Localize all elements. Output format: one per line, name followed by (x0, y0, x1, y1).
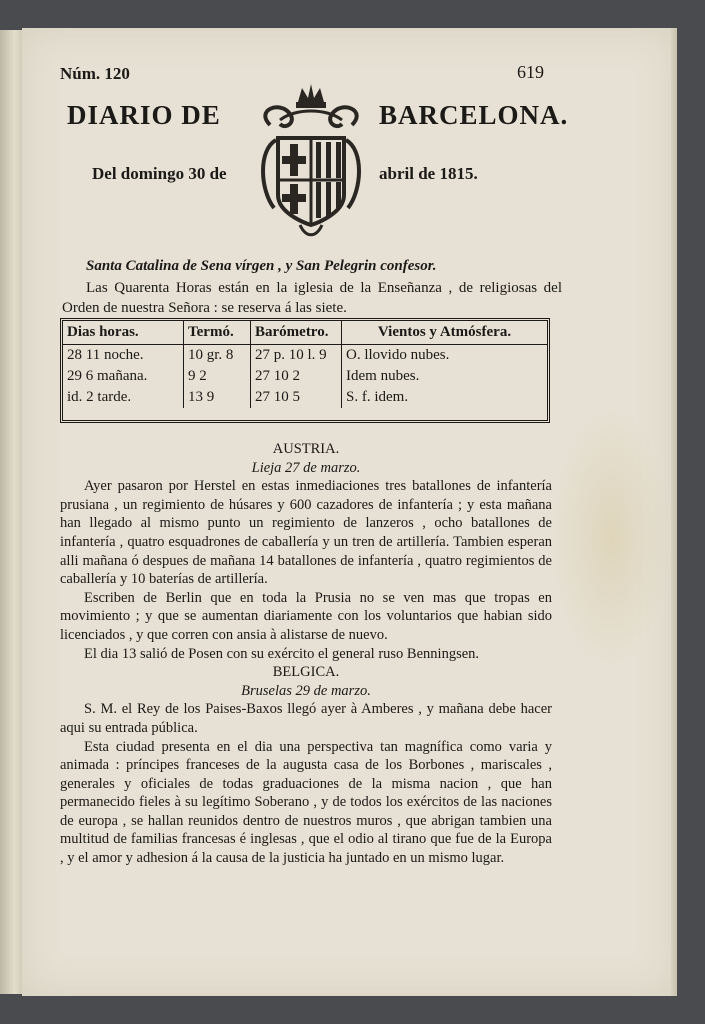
weather-cell-viento: S. f. idem. (346, 389, 409, 405)
masthead-date-right: abril de 1815. (379, 164, 478, 183)
weather-cell-termo: 10 gr. 8 (184, 345, 251, 367)
weather-cell-baro: 27 p. 10 l. 9 (251, 345, 342, 367)
weather-header-termo: Termó. (184, 321, 251, 345)
dateline-bruselas: Bruselas 29 de marzo. (241, 682, 371, 699)
weather-cell-viento: O. llovido nubes. (346, 347, 450, 363)
weather-cell-termo: 9 2 (184, 366, 251, 387)
weather-table (60, 318, 550, 423)
weather-header-vientos: Vientos y Atmósfera. (342, 321, 548, 345)
masthead-title-left: DIARIO DE (67, 100, 221, 130)
belgica-paragraph-1: S. M. el Rey de los Paises-Baxos llegó ayer à Amberes , y mañana debe hacer aqui su entrada pública. (60, 701, 552, 736)
newspaper-page (22, 28, 677, 996)
issue-number: Núm. 120 (60, 64, 130, 83)
weather-cell-baro: 27 10 2 (251, 366, 342, 387)
masthead-date-left: Del domingo 30 de (92, 164, 227, 183)
weather-cell-dia: 28 11 noche. (63, 345, 184, 367)
weather-row (63, 366, 547, 387)
masthead-title-right: BARCELONA. (379, 100, 569, 130)
weather-cell-viento: Idem nubes. (346, 368, 420, 384)
forty-hours-notice: Las Quarenta Horas están en la iglesia de la Enseñanza , de religiosas del Orden de nuestra Señora : se reserva á las siete. (62, 280, 562, 316)
page-number: 619 (517, 62, 544, 82)
section-heading-belgica: BELGICA. (272, 664, 340, 681)
weather-cell-termo: 13 9 (184, 387, 251, 408)
weather-header-barometro: Barómetro. (251, 321, 342, 345)
weather-header-dias: Dias horas. (63, 321, 184, 345)
dateline-lieja: Lieja 27 de marzo. (251, 459, 361, 476)
barcelona-coat-of-arms-icon (250, 80, 372, 245)
paper-stain (552, 408, 672, 668)
weather-cell-baro: 27 10 5 (251, 387, 342, 408)
page-edge (671, 28, 677, 996)
weather-cell-dia: id. 2 tarde. (63, 387, 184, 408)
weather-row (63, 345, 547, 367)
weather-row (63, 387, 547, 408)
weather-cell-dia: 29 6 mañana. (63, 366, 184, 387)
section-heading-austria: AUSTRIA. (272, 441, 340, 457)
austria-paragraph-2: Escriben de Berlin que en toda la Prusia no se ven mas que tropas en movimiento ; y que se aumentan diariamente con los voluntarios que habian sido licenciados , y que corren con ansia à alistarse de nuevo. (60, 589, 552, 643)
weather-header-row (63, 321, 547, 345)
book-spine (0, 30, 24, 994)
belgica-paragraph-2: Esta ciudad presenta en el dia una perspectiva tan magnífica como varia y animada : príncipes franceses de la augusta casa de los Borbones , mariscales , generales y oficiales de todas graduaciones de la misma nacion , que han permanecido fieles à su legítimo Soberano , y de todos los exércitos de las naciones de europa , se hallan reunidos dentro de nuestros muros , que abrigan tambien una multitud de familias francesas é inglesas , que el odio al tirano que fue de la Europa , y el amor y adhesion á la causa de la justicia ha juntado en un mismo lugar. (60, 738, 552, 867)
news-body (60, 440, 552, 868)
austria-paragraph-1: Ayer pasaron por Herstel en estas inmediaciones tres batallones de infantería prusiana , un regimiento de húsares y 600 cazadores de infantería ; y esta mañana han llegado al mismo punto un regimiento de lanzeros , ocho batallones de infantería , quatro esquadrones de caballería y un tren de artillería. Tambien esperan alli mañana ó despues de mañana 14 batallones de infantería , quatro regimientos de caballería y 10 baterías de artillería. (60, 478, 552, 588)
austria-paragraph-3: El dia 13 salió de Posen con su exército el general ruso Benningsen. (84, 645, 480, 662)
saints-of-the-day: Santa Catalina de Sena vírgen , y San Pelegrin confesor. (86, 258, 437, 274)
